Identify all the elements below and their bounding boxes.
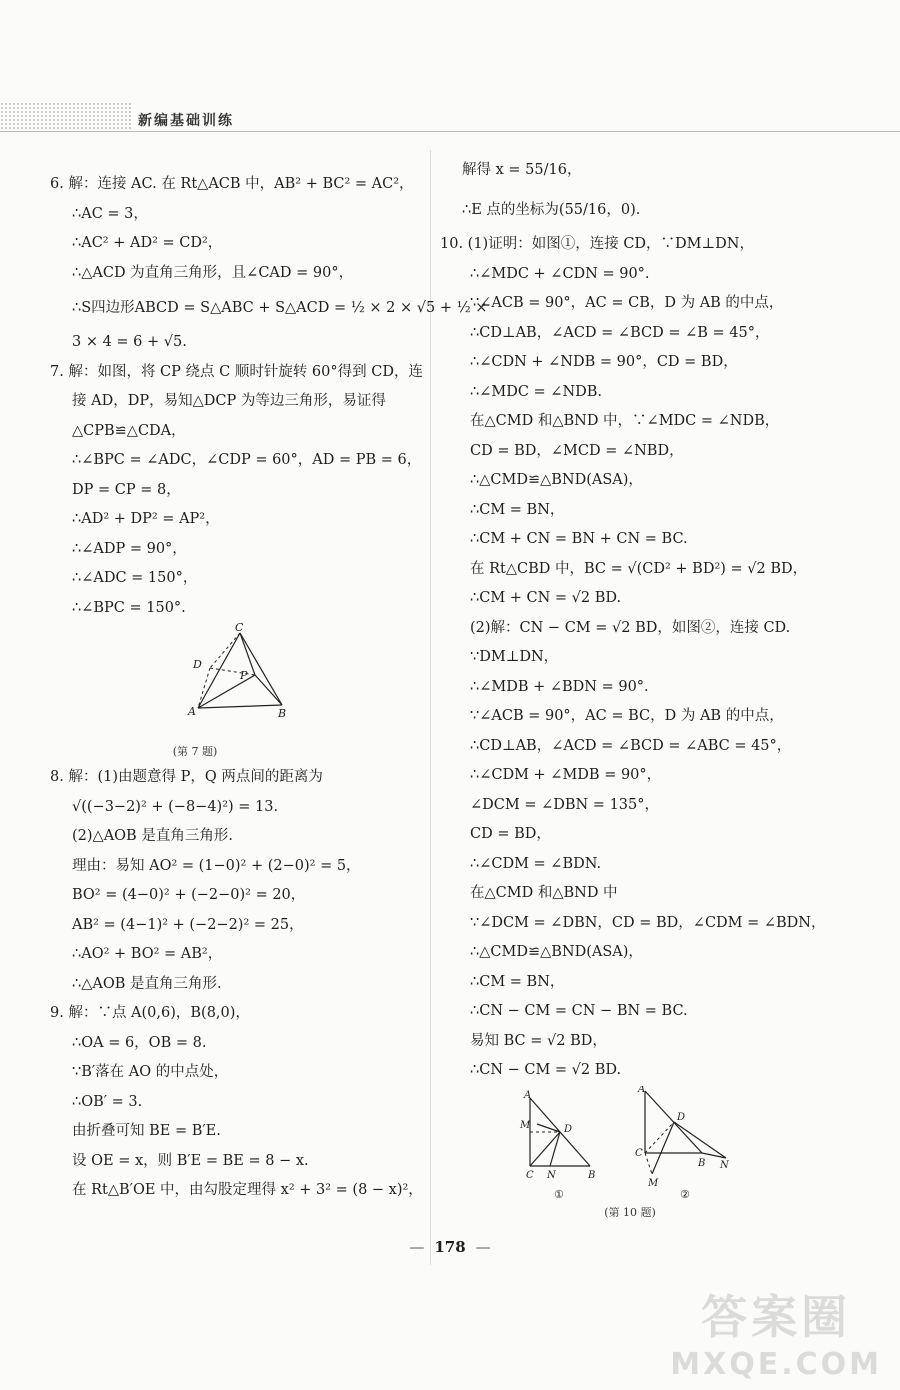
solution-7-line: 7. 解：如图，将 CP 绕点 C 顺时针旋转 60°得到 CD，连: [50, 363, 423, 380]
header-decoration: [0, 102, 132, 130]
header-rule: [0, 131, 900, 132]
solution-10-line: 在△CMD 和△BND 中: [470, 885, 618, 901]
solution-9-line: 9. 解：∵点 A(0,6)，B(8,0)，: [50, 1005, 250, 1021]
figure-7-diagram: [50, 623, 420, 743]
figure-10-diagram: [440, 1086, 860, 1204]
figure-7-caption: (第 7 题): [172, 745, 218, 758]
solution-8-line: ∴AO² + BO² = AB²，: [72, 946, 223, 962]
figure-7: [50, 623, 420, 763]
solution-10-line: 在 Rt△CBD 中，BC = √(CD² + BD²) = √2 BD，: [470, 560, 808, 577]
solution-10-line: ∴CM + CN = √2 BD.: [470, 590, 622, 606]
figure-10-caption: (第 10 题): [604, 1205, 656, 1219]
figure-10: [440, 1086, 860, 1224]
solution-9-line: ∴OA = 6，OB = 8.: [72, 1034, 207, 1051]
solution-9-line: 解得 x = 55/16，: [462, 162, 582, 178]
solution-10-line: ∴CN − CM = √2 BD.: [470, 1062, 622, 1078]
fig10-1-label-d: D: [564, 1123, 573, 1135]
solution-10-line: ∵∠ACB = 90°，AC = BC，D 为 AB 的中点，: [470, 708, 784, 724]
solution-10-line: (2)解：CN − CM = √2 BD，如图②，连接 CD.: [470, 619, 791, 636]
fig7-label-b: B: [278, 707, 287, 720]
solution-9-line: ∵B′落在 AO 的中点处，: [72, 1064, 229, 1080]
left-column: [50, 170, 488, 1206]
fig7-label-p: P: [240, 669, 248, 682]
solution-9-line: 设 OE = x，则 B′E = BE = 8 − x.: [72, 1152, 309, 1169]
solution-10-line: ∴∠MDB + ∠BDN = 90°.: [470, 678, 649, 695]
solution-6-line: 3 × 4 = 6 + √5.: [72, 334, 187, 350]
solution-10-line: ∴∠CDN + ∠NDB = 90°，CD = BD，: [470, 354, 738, 370]
solution-8-line: BO² = (4−0)² + (−2−0)² = 20，: [72, 887, 306, 903]
solution-7-line: ∴∠ADC = 150°，: [72, 570, 198, 586]
solution-7-line: ∴AD² + DP² = AP²，: [72, 511, 220, 527]
solution-7-line: DP = CP = 8，: [72, 481, 181, 498]
fig7-label-d: D: [193, 658, 202, 671]
solution-10-line: ∴∠CDM + ∠MDB = 90°，: [470, 767, 662, 783]
header-title: 新编基础训练: [138, 113, 234, 129]
solution-10-line: ∴CD⊥AB，∠ACD = ∠BCD = ∠B = 45°，: [470, 324, 770, 341]
solution-10-line: CD = BD，: [470, 826, 551, 842]
solution-6-line: ∴S四边形ABCD = S△ABC + S△ACD = ½ × 2 × √5 + ½ ×: [72, 300, 488, 316]
fig10-1-label-m: M: [520, 1119, 531, 1131]
fig10-sub-1: ①: [554, 1187, 564, 1201]
solution-10-line: 在△CMD 和△BND 中，∵∠MDC = ∠NDB，: [470, 413, 780, 429]
solution-10-line: ∴△CMD≌△BND(ASA)，: [470, 472, 643, 488]
solution-6-line: 6. 解：连接 AC. 在 Rt△ACB 中，AB² + BC² = AC²，: [50, 176, 414, 192]
solution-10-line: ∴CN − CM = CN − BN = BC.: [470, 1003, 688, 1019]
solution-8-line: 8. 解：(1)由题意得 P，Q 两点间的距离为: [50, 769, 323, 785]
solution-8-line: 理由：易知 AO² = (1−0)² + (2−0)² = 5，: [72, 857, 361, 874]
solution-9-line: 由折叠可知 BE = B′E.: [72, 1123, 221, 1139]
solution-7-line: ∴∠ADP = 90°，: [72, 540, 187, 557]
page-number: — 178 —: [409, 1238, 491, 1256]
solution-10-line: ∴△CMD≌△BND(ASA)，: [470, 944, 643, 960]
watermark-line-1: 答案圈: [701, 1290, 852, 1344]
solution-10-line: ∴∠MDC + ∠CDN = 90°.: [470, 265, 650, 282]
right-column: [440, 150, 860, 1224]
fig10-2-label-a: A: [638, 1085, 646, 1095]
fig10-2-label-c: C: [635, 1147, 643, 1159]
solution-10-line: CD = BD，∠MCD = ∠NBD，: [470, 442, 684, 459]
solution-9-line: 在 Rt△B′OE 中，由勾股定理得 x² + 3² = (8 − x)²，: [72, 1182, 423, 1198]
solution-10-line: 易知 BC = √2 BD，: [470, 1032, 607, 1049]
solution-10-line: ∴CM + CN = BN + CN = BC.: [470, 531, 688, 547]
solution-10-line: ∴CD⊥AB，∠ACD = ∠BCD = ∠ABC = 45°，: [470, 737, 792, 754]
fig7-label-c: C: [235, 623, 244, 634]
solution-10-line: ∴CM = BN，: [470, 501, 565, 518]
solution-6-line: ∴△ACD 为直角三角形，且∠CAD = 90°，: [72, 264, 354, 281]
page-number-value: 178: [434, 1238, 466, 1256]
solution-10-line: ∴∠MDC = ∠NDB.: [470, 383, 603, 400]
solution-8-line: AB² = (4−1)² + (−2−2)² = 25，: [72, 916, 304, 933]
solution-10-line: ∵∠ACB = 90°，AC = CB，D 为 AB 的中点，: [470, 295, 784, 311]
fig10-1-label-n: N: [547, 1169, 556, 1181]
fig10-2-label-d: D: [677, 1111, 686, 1123]
solution-6-line: ∴AC = 3，: [72, 205, 148, 222]
fig10-2-label-m: M: [648, 1177, 659, 1189]
watermark-line-2: MXQE.COM: [670, 1347, 882, 1382]
fig10-sub-2: ②: [680, 1187, 690, 1201]
watermark: [670, 1281, 882, 1382]
solution-10-line: ∴CM = BN，: [470, 973, 565, 990]
solution-8-line: √((−3−2)² + (−8−4)²) = 13.: [72, 798, 279, 815]
fig10-1-label-b: B: [588, 1169, 596, 1181]
solution-7-line: △CPB≌△CDA，: [72, 422, 186, 439]
solution-10-line: ∴∠CDM = ∠BDN.: [470, 855, 602, 872]
solution-8-line: ∴△AOB 是直角三角形.: [72, 975, 222, 992]
solution-7-line: 接 AD，DP，易知△DCP 为等边三角形，易证得: [72, 393, 386, 409]
solution-6-line: ∴AC² + AD² = CD²，: [72, 235, 223, 251]
solution-10-line: 10. (1)证明：如图①，连接 CD，∵DM⊥DN，: [440, 236, 754, 252]
fig7-label-a: A: [188, 705, 196, 718]
fig10-1-label-c: C: [526, 1169, 534, 1181]
solution-10-line: ∠DCM = ∠DBN = 135°，: [470, 796, 659, 813]
solution-9-line: ∴OB′ = 3.: [72, 1093, 143, 1110]
solution-7-line: ∴∠BPC = ∠ADC，∠CDP = 60°，AD = PB = 6，: [72, 452, 422, 468]
fig10-2-label-b: B: [698, 1157, 706, 1169]
solution-7-line: ∴∠BPC = 150°.: [72, 599, 186, 616]
solution-10-line: ∵∠DCM = ∠DBN，CD = BD，∠CDM = ∠BDN，: [470, 914, 826, 931]
fig10-2-label-n: N: [720, 1159, 729, 1171]
fig10-1-label-a: A: [524, 1089, 532, 1101]
solution-8-line: (2)△AOB 是直角三角形.: [72, 828, 233, 844]
solution-10-line: ∵DM⊥DN，: [470, 649, 559, 665]
solution-9-line: ∴E 点的坐标为(55/16，0).: [462, 202, 641, 218]
